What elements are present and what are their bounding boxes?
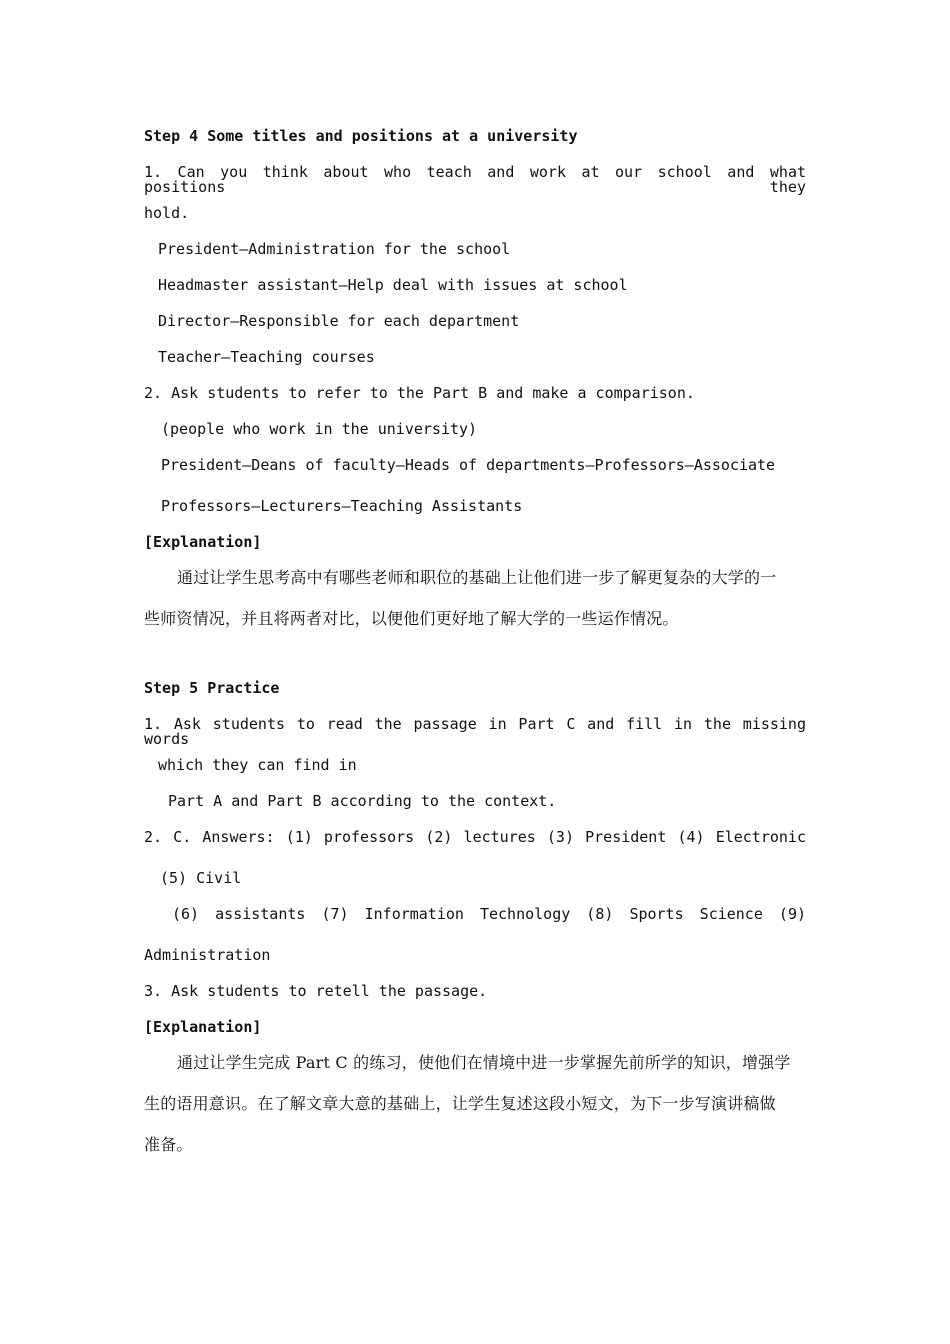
step4-item2: 2. Ask students to refer to the Part B and make a comparison.	[144, 384, 695, 402]
step5-explanation-line3: 准备。	[144, 1135, 193, 1154]
role-teacher: Teacher—Teaching courses	[158, 348, 375, 366]
step4-explanation-line2: 些师资情况，并且将两者对比，以便他们更好地了解大学的一些运作情况。	[144, 609, 679, 628]
step5-answers-line4: Administration	[144, 946, 271, 964]
step5-heading: Step 5 Practice	[144, 679, 280, 697]
step5-item1-line2: which they can find in	[158, 756, 357, 774]
step5-explanation-label: [Explanation]	[144, 1018, 262, 1036]
step4-item1-line1: 1. Can you think about who teach and work at our school and what positions they	[144, 163, 806, 196]
role-director: Director—Responsible for each department	[158, 312, 520, 330]
step4-heading: Step 4 Some titles and positions at a university	[144, 127, 578, 145]
hierarchy-line2: Professors—Lecturers—Teaching Assistants	[161, 497, 523, 515]
step5-answers-line3: (6) assistants (7) Information Technology (8) Sports Science (9)	[172, 905, 806, 923]
step5-answers-line1: 2. C. Answers: (1) professors (2) lectures (3) President (4) Electronic	[144, 828, 806, 846]
step5-explanation-line2: 生的语用意识。在了解文章大意的基础上，让学生复述这段小短文，为下一步写演讲稿做	[144, 1094, 776, 1113]
step5-item1-line1: 1. Ask students to read the passage in Part C and fill in the missing words	[144, 715, 806, 748]
step4-item2-note: (people who work in the university)	[161, 420, 478, 438]
step4-explanation-line1: 通过让学生思考高中有哪些老师和职位的基础上让他们进一步了解更复杂的大学的一	[177, 568, 777, 587]
step5-item3: 3. Ask students to retell the passage.	[144, 982, 488, 1000]
step5-explanation-line1: 通过让学生完成 Part C 的练习，使他们在情境中进一步掌握先前所学的知识，增强学	[177, 1053, 791, 1072]
step4-item1-line2: hold.	[144, 204, 190, 222]
step5-item1-line3: Part A and Part B according to the context.	[168, 792, 557, 810]
step5-answers-line2: (5) Civil	[160, 869, 242, 887]
hierarchy-line1: President—Deans of faculty—Heads of departments—Professors—Associate	[161, 456, 776, 474]
role-president: President—Administration for the school	[158, 240, 511, 258]
role-headmaster-assistant: Headmaster assistant—Help deal with issues at school	[158, 276, 628, 294]
step4-explanation-label: [Explanation]	[144, 533, 262, 551]
